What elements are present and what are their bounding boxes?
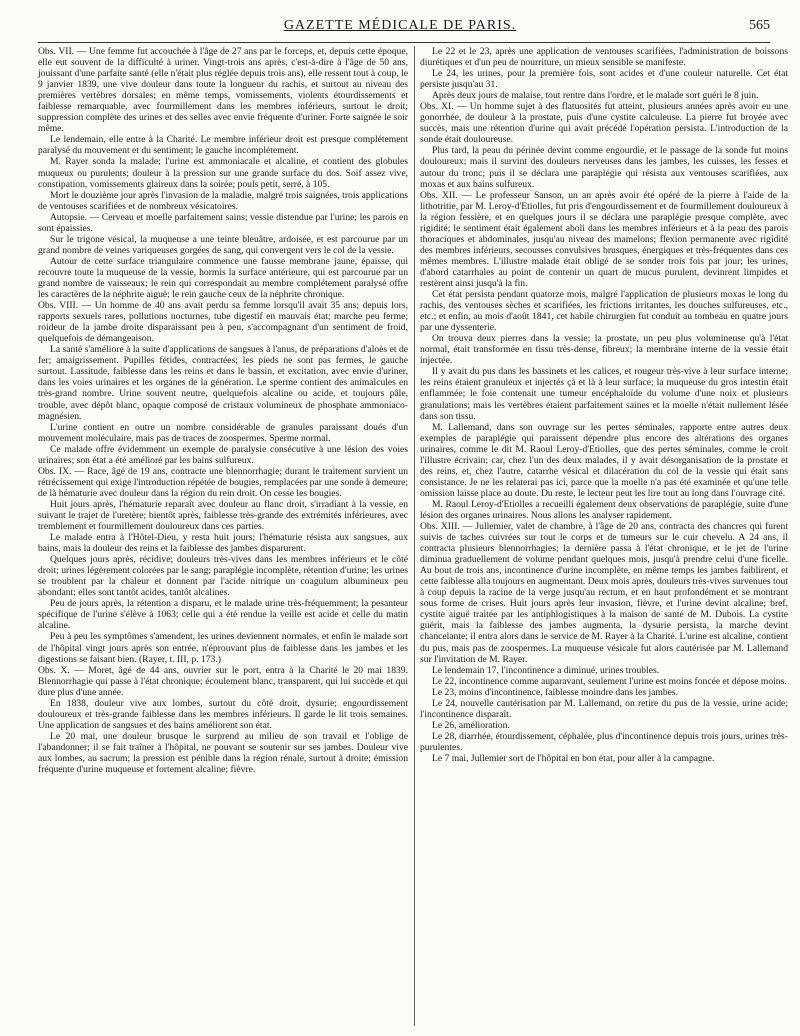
paragraph: Obs. IX. — Race, âgé de 19 ans, contracte une blennorrhagie; durant le traitement survient un rétrécissement qui exige l'introduction répétée de bougies, remplacées par une sonde à demeure; de là hématurie avec douleur dans la région du rein droit. On cesse les bougies. — [38, 465, 408, 499]
paragraph: Peu de jours après, la rétention a disparu, et le malade urine très-fréquemment; la pesanteur spécifique de l'urine s'élève à 1063; celle qui a été rendue la veille est acide et celle du matin alcaline. — [38, 598, 408, 632]
paragraph: Plus tard, la peau du périnée devint comme engourdie, et le passage de la sonde fut moins douloureux; mais il survint des douleurs nerveuses dans les jambes, les cuisses, les fesses et autour du tronc; puis il se déclara une paraplégie qui résista aux ventouses scarifiées, aux moxas et aux bains sulfureux. — [420, 145, 788, 190]
paragraph: Quelques jours après, récidive; douleurs très-vives dans les membres inférieurs et le côté droit; urines légèrement colorées par le sang; paraplégie incomplète, rétention d'urine; les urines se troublent par la chaleur et donnent par l'acide nitrique un coagulum albumineux peu abondant; elles sont tantôt acides, tantôt alcalines. — [38, 554, 408, 599]
paragraph: Cet état persista pendant quatorze mois, malgré l'application de plusieurs moxas le long du rachis, des ventouses sèches et scarifiées, les frictions irritantes, les douches sulfureuses, etc., etc.; et enfin, au mois d'août 1841, cet habile chirurgien fut conduit au tombeau en quatre jours par une dyssenterie. — [420, 289, 788, 334]
paragraph: Obs. XI. — Un homme sujet à des flatuosités fut atteint, plusieurs années après avoir eu une gonorrhée, de douleur à la prostate, puis d'une cystite calculeuse. La pierre fut broyée avec succès, mais une rétention d'urine qui avait précédé l'opération persista. L'introduction de la sonde était douloureuse. — [420, 101, 788, 146]
paragraph: M. Lallemand, dans son ouvrage sur les pertes séminales, rapporte entre autres deux exemples de paraplégie qui paraissent dépendre plus encore des altérations des organes urinaires, comme le dit M. Raoul Leroy-d'Etiolles, que des pertes séminales, comme le croit l'illustre écrivain; car, chez l'un des deux malades, il y avait désorganisation de la prostate et des reins, et, chez l'autre, catarrhe vésical et dilacération du col de la vessie qui était sans consistance. Je ne les relaterai pas ici, parce que la moelle n'a pas été examinée et qu'une telle omission laisse place au doute. Du reste, le lecteur peut les lire tout au long dans l'ouvrage cité. — [420, 421, 788, 499]
paragraph: Obs. VIII. — Un homme de 40 ans avait perdu sa femme lorsqu'il avait 35 ans; depuis lors, rapports sexuels rares, pollutions nocturnes, tube digestif en mauvais état; marche peu ferme; roideur de la jambe droite disparaissant peu à peu, s'accompagnant d'un sentiment de froid, quelquefois de démangeaison. — [38, 300, 408, 345]
paragraph: En 1838, douleur vive aux lombes, surtout du côté droit, dysurie; engourdissement douloureux et très-grande faiblesse dans les membres inférieurs. Il garde le lit trois semaines. Une application de sangsues et des bains améliorent son état. — [38, 697, 408, 731]
paragraph: Sur le trigone vésical, la muqueuse a une teinte bleuâtre, ardoisée, et est parcourue par un grand nombre de veines variqueuses gorgées de sang, qui convergent vers le col de la vessie. — [38, 233, 408, 256]
paragraph: M. Raoul Leroy-d'Etiolles a recueilli également deux observations de paraplégie, suite d'une lésion des organes urinaires. Nous allons les analyser rapidement. — [420, 498, 788, 521]
paragraph: Le lendemain 17, l'incontinence a diminué, urines troubles. — [432, 664, 660, 676]
paragraph: Obs. VII. — Une femme fut accouchée à l'âge de 27 ans par le forceps, et, depuis cette époque, elle eut souvent de la difficulté à uriner. Vingt-trois ans après, c'est-à-dire à l'âge de 50 ans, jouissant d'une parfaite santé (elle n'était plus réglée depuis trois ans), elle ressent tout à coup, le 9 janvier 1839, une vive douleur dans toute la longueur du rachis, et surtout au niveau des premières vertèbres dorsales; en même temps, vomissements, violents étourdissements et faiblesse remarquable, avec fourmillement dans les membres inférieurs, surtout le droit; suppression complète des urines et des selles avec envie fréquente d'uriner. Forte saignée le soir même. — [38, 46, 408, 135]
paragraph: Mort le douzième jour après l'invasion de la maladie, malgré trois saignées, trois applications de ventouses scarifiées et de nombreux vésicatoires. — [38, 189, 408, 212]
paragraph: Ce malade offre évidemment un exemple de paralysie consécutive à une lésion des voies urinaires; son état a été amélioré par les bains sulfureux. — [38, 443, 408, 466]
paragraph: On trouva deux pierres dans la vessie; la prostate, un peu plus volumineuse qu'à l'état normal, était transformée en tissu très-dense, fibreux; la membrane interne de la vessie était injectée. — [420, 333, 788, 367]
left-column — [38, 46, 408, 775]
paragraph: Le malade entra à l'Hôtel-Dieu, y resta huit jours; l'hématurie résista aux sangsues, aux bains, mais la douleur des reins et la faiblesse des jambes disparurent. — [38, 532, 408, 555]
paragraph: Le 20 mai, une douleur brusque le surprend au milieu de son travail et l'oblige de l'abandonner; il se fait traîner à l'hôpital, ne pouvant se soutenir sur ses jambes. Douleur vive aux lombes, au sacrum; la pression est pénible dans la région rénale, surtout à droite; émission fréquente d'urine muqueuse et fortement alcaline; fièvre. — [38, 730, 408, 776]
paragraph: Après deux jours de malaise, tout rentre dans l'ordre, et le malade sort guéri le 8 juin. — [432, 90, 759, 102]
header-rule — [38, 42, 770, 43]
paragraph: La santé s'améliore à la suite d'applications de sangsues à l'anus, de préparations d'aloès et de fer; amaigrissement. Pupilles fétides, contractées; les pieds ne sont pas fermes, le gauche surtout. Lassitude, faiblesse dans les reins et dans le bassin, et excitation, avec envie d'uriner, dans les voies urinaires et les organes de la génération. Le sperme contient des animalcules en très-grand nombre. Urine souvent neutre, quelquefois alcaline ou acide, et toujours pâle, trouble, avec dépôt blanc, opaque composé de cristaux volumineux de phosphate ammoniaco-magnésien. — [38, 344, 408, 422]
paragraph: Autour de cette surface triangulaire commence une fausse membrane jaune, épaisse, qui recouvre toute la muqueuse de la vessie, hormis la surface antérieure, qui est parcourue par un grand nombre de vaisseaux; le rein qui correspondait au membre complétement paralysé offre les caractères de la néphrite aiguë; le rein gauche ceux de la néphrite chronique. — [38, 255, 408, 301]
paragraph: Autopsie. — Cerveau et moelle parfaitement sains; vessie distendue par l'urine; les parois en sont épaissies. — [38, 211, 408, 234]
paragraph: Huit jours après, l'hématurie reparaît avec douleur au flanc droit, s'irradiant à la vessie, en suivant le trajet de l'uretère; bientôt après, faiblesse très-grande des extrémités inférieures, avec tremblement et fourmillement douloureux dans ces parties. — [38, 498, 408, 533]
right-column — [420, 46, 788, 764]
paragraph: Obs. XIII. — Jullemier, valet de chambre, à l'âge de 20 ans, contracta des chancres qui furent suivis de taches cuivrées sur tout le corps et de tumeurs sur le cuir chevelu. A 24 ans, il contracta plusieurs blennorrhagies; la dernière passa à l'état chronique, et le jet de l'urine diminua graduellement de volume pendant quelques mois, jusqu'à prendre celui d'une ficelle. Au bout de trois ans, incontinence d'urine incomplète, en même temps les jambes faiblirent, et cette faiblesse alla toujours en augmentant. Deux mois après, douleurs très-vives survenues tout à coup depuis la racine de la verge jusqu'au rectum, et en haut profondément et se montrant sous forme de crises. Huit jours après leur invasion, fièvre, et l'urine devint alcaline; bref, cystite aiguë traitée par les antiphlogistiques à la maison de santé de M. Dubois. La cystite guérit, mais la faiblesse des jambes augmenta, la dysurie persista, la marche devint chancelante; il entra alors dans le service de M. Rayer à la Charité. L'urine est alcaline, contient du pus, mais pas de zoospermes. La muqueuse vésicale fut alors cautérisée par M. Lallemand sur l'invitation de M. Rayer. — [420, 521, 788, 665]
paragraph: Peu à peu les symptômes s'amendent, les urines deviennent normales, et enfin le malade sort de l'hôpital vingt jours après son entrée, n'éprouvant plus de faiblesse dans les jambes et les digestions se faisant bien. (Rayer, t. III, p. 173.) — [38, 631, 408, 665]
page-number: 565 — [749, 18, 770, 33]
paragraph: Le 26, amélioration. — [432, 719, 510, 731]
paragraph: Le 24, nouvelle cautérisation par M. Lallemand, on retire du pus de la vessie, urine acide; l'incontinence disparaît. — [420, 697, 788, 720]
paragraph: Le 22, incontinence comme auparavant, seulement l'urine est moins foncée et dépose moins. — [432, 675, 787, 687]
page-header — [30, 18, 770, 40]
running-title: GAZETTE MÉDICALE DE PARIS. — [283, 18, 517, 33]
paragraph: Il y avait du pus dans les bassinets et les calices, et rougeur très-vive à leur surface interne; les reins étaient granuleux et injectés çà et là à leur surface; la muqueuse du gros intestin était enflammée; le foie contenait une tumeur encéphaloïde du volume d'une noix et plusieurs granulations; mais les vertèbres étaient parfaitement saines et la moelle n'était nullement lésée dans son tissu. — [420, 366, 788, 422]
paragraph: Le 7 mai, Jullemier sort de l'hôpital en bon état, pour aller à la campagne. — [432, 753, 715, 764]
paragraph: Le 24, les urines, pour la première fois, sont acides et d'une couleur naturelle. Cet état persiste jusqu'au 31. — [420, 68, 788, 91]
paragraph: Le lendemain, elle entre à la Charité. Le membre inférieur droit est presque complétement paralysé du mouvement et du sentiment; le gauche incomplétement. — [38, 134, 408, 157]
paragraph: Le 23, moins d'incontinence, faiblesse moindre dans les jambes. — [432, 686, 679, 698]
paragraph: Le 22 et le 23, après une application de ventouses scarifiées, l'administration de boissons diurétiques et d'un peu de nourriture, un mieux sensible se manifeste. — [420, 46, 788, 69]
paragraph: Le 28, diarrhée, étourdissement, céphalée, plus d'incontinence depuis trois jours, urines très-purulentes. — [420, 730, 788, 753]
paragraph: M. Rayer sonda la malade; l'urine est ammoniacale et alcaline, et contient des globules muqueux ou purulents; douleur à la pression sur une grande surface du dos. Soif assez vive, constipation, vomissements glaireux dans la soirée; pouls petit, serré, à 105. — [38, 156, 408, 190]
paragraph: Obs. XII. — Le professeur Sanson, un an après avoir été opéré de la pierre à l'aide de la lithotritie, par M. Leroy-d'Etiolles, fut pris d'engourdissement et de fourmillement douloureux à la région fessière, et en quelques jours il se déclara une paraplégie presque complète, avec rigidité; le sentiment était également aboli dans les membres inférieurs et à la peau des parois thoraciques et abdominales, jusqu'au niveau des mamelons; flexion permanente avec rigidité des membres inférieurs, secousses convulsives brusques, énergiques et très-fréquentes dans ces mêmes membres. L'illustre malade était obligé de se sonder trois fois par jour; les urines, d'abord catarrhales au point de contenir un quart de mucus purulent, devinrent limpides et restèrent ainsi jusqu'à la fin. — [420, 189, 788, 289]
column-separator — [414, 46, 415, 1026]
paragraph: L'urine contient en outre un nombre considérable de granules paraissant doués d'un mouvement moléculaire, mais pas de traces de zoospermes. Sperme normal. — [38, 421, 408, 444]
paragraph: Obs. X. — Moret, âgé de 44 ans, ouvrier sur le port, entra à la Charité le 20 mai 1839. Blennorrhagie qui passe à l'état chronique; écoulement blanc, transparent, qui lui succède et qui dure plus d'une année. — [38, 664, 408, 698]
